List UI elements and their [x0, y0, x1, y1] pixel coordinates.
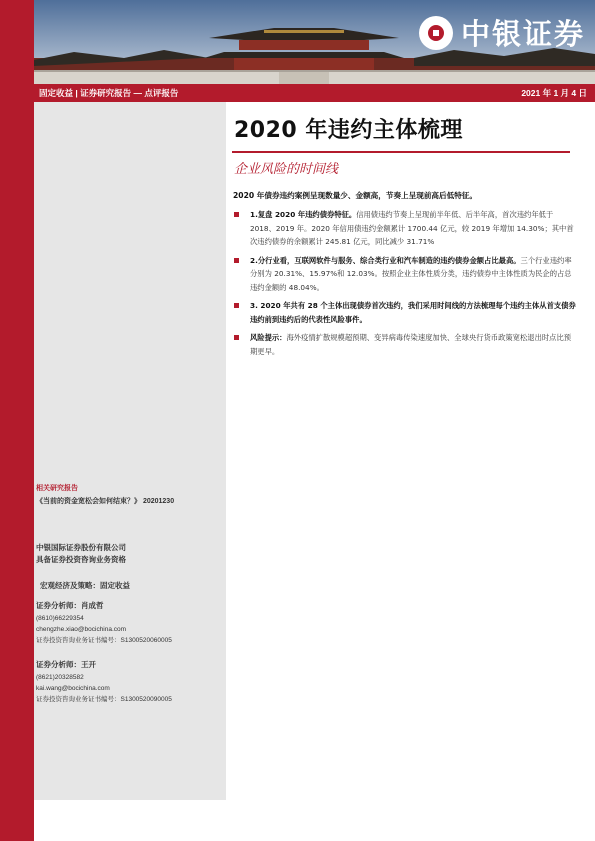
related-report-link[interactable]: 《当前的资金宽松会如何结束？》 20201230 — [36, 498, 175, 505]
analyst-certificate: 证券投资咨询业务证书编号：S1300520060005 — [36, 637, 172, 644]
company-qualification: 具备证券投资咨询业务资格 — [36, 555, 126, 564]
list-item — [234, 254, 576, 295]
boc-logo-icon — [419, 16, 453, 50]
list-item — [234, 208, 576, 249]
bullet-lead: 1.复盘 2020 年违约债券特征。 — [250, 210, 357, 219]
bullet-square-icon — [234, 212, 239, 217]
list-item — [234, 299, 576, 326]
report-title: 2020 年违约主体梳理 — [234, 118, 463, 143]
analyst-phone: (8621)20328582 — [36, 674, 84, 681]
bullet-text: 海外疫情扩散规模超预期、变异病毒传染速度加快、全球央行货币政策宽松退出时点比预期更早。 — [250, 333, 572, 356]
analyst-certificate: 证券投资咨询业务证书编号：S1300520090005 — [36, 696, 172, 703]
analyst-name: 证券分析师：王开 — [36, 660, 96, 669]
report-category-bar — [34, 84, 595, 102]
company-name: 中银国际证券股份有限公司 — [36, 543, 126, 552]
analyst-block — [36, 659, 172, 705]
bullet-text: 三个行业违约率分别为 20.31%、15.97%和 12.03%。按照企业主体性质分类，违约债券中主体性质为民企的占总违约金额的 48.04%。 — [250, 255, 572, 292]
report-category: 固定收益 | 证券研究报告 — 点评报告 — [39, 88, 179, 98]
analyst-email[interactable]: chengzhe.xiao@bocichina.com — [36, 626, 127, 633]
related-reports-heading: 相关研究报告 — [36, 485, 78, 492]
brand-name: 中银证券 — [460, 17, 585, 51]
key-points-list — [234, 208, 576, 363]
analyst-name: 证券分析师：肖成哲 — [36, 601, 104, 610]
bullet-lead: 3. 2020 年共有 28 个主体出现债券首次违约，我们采用时间线的方法梳理每个违约主体从首支债券违约前到违约后的代表性风险事件。 — [250, 301, 576, 324]
coverage-area: 宏观经济及策略：固定收益 — [40, 581, 130, 590]
bullet-square-icon — [234, 335, 239, 340]
analyst-phone: (8610)66229354 — [36, 615, 84, 622]
header-banner-image — [34, 0, 595, 84]
bullet-square-icon — [234, 258, 239, 263]
summary-statement: 2020 年债券违约案例呈现数量少、金额高，节奏上呈现前高后低特征。 — [233, 191, 477, 200]
left-red-stripe — [0, 0, 34, 841]
bullet-square-icon — [234, 303, 239, 308]
brand-logo — [419, 12, 585, 53]
bullet-text: 信用债违约节奏上呈现前半年低、后半年高，首次违约年低于 2018、2019 年。2020 年信用债违约金额累计 1700.44 亿元，较 2019 年增加 14.30%；其中首次违约债券的余额累计 245.81 亿元，同比减少 31.71% — [250, 210, 574, 246]
analyst-email[interactable]: kai.wang@bocichina.com — [36, 685, 110, 692]
list-item — [234, 331, 576, 358]
report-date: 2021 年 1 月 4 日 — [521, 88, 587, 98]
report-subtitle: 企业风险的时间线 — [234, 162, 339, 177]
bullet-lead: 2.分行业看，互联网软件与服务、综合类行业和汽车制造的违约债券金额占比最高。 — [250, 255, 521, 265]
analyst-block — [36, 600, 172, 646]
bullet-lead: 风险提示： — [250, 333, 287, 342]
title-divider — [232, 151, 570, 153]
